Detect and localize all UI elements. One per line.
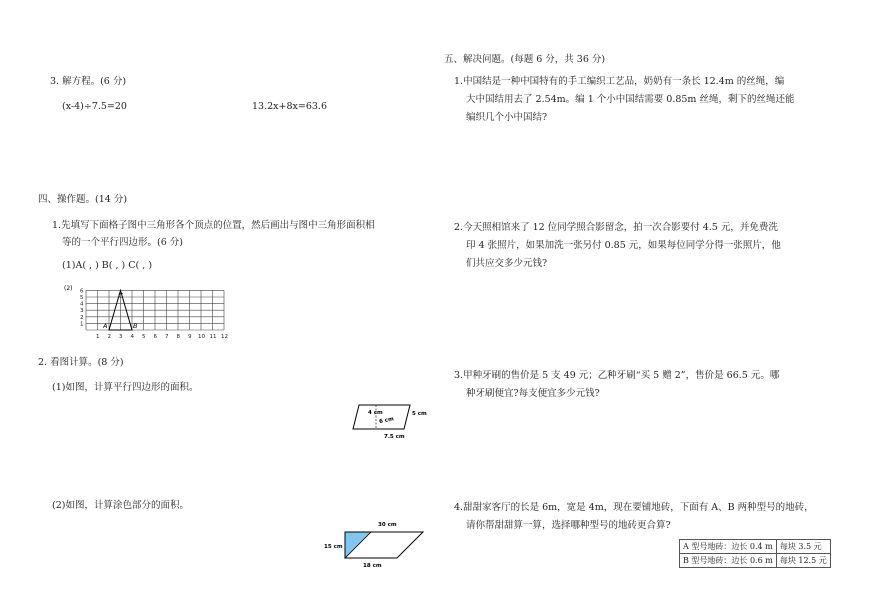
x-tick-label: 6 — [153, 334, 157, 340]
tile-options-table — [679, 539, 831, 568]
solve-q2-line3: 们共应交多少元钱? — [466, 258, 548, 269]
x-tick-label: 8 — [176, 334, 180, 340]
point-label-c: C — [118, 291, 124, 300]
y-tick-label: 5 — [80, 295, 84, 301]
x-tick-label: 7 — [165, 334, 169, 340]
x-tick-label: 1 — [96, 334, 100, 340]
dim-18cm: 18 cm — [363, 563, 382, 569]
op-q2-heading: 2. 看图计算。(8 分) — [38, 357, 124, 368]
solve-q2-line1: 2.今天照相馆来了 12 位同学照合影留念，拍一次合影要付 4.5 元，并免费洗 — [454, 222, 778, 233]
x-tick-label: 2 — [107, 334, 111, 340]
triangle-grid-figure — [60, 283, 240, 345]
table-row — [680, 554, 831, 568]
table-row — [680, 540, 831, 554]
dim-6cm: 6 cm — [378, 416, 395, 426]
y-tick-label: 2 — [80, 314, 84, 321]
q3-heading: 3. 解方程。(6 分) — [50, 76, 127, 87]
solve-q1-line2: 大中国结用去了 2.54m。编 1 个小中国结需要 0.85m 丝绳，剩下的丝绳还能 — [466, 94, 795, 105]
equation-2: 13.2x+8x=63.6 — [252, 101, 327, 112]
op-q2-part2: (2)如图，计算涂色部分的面积。 — [52, 500, 189, 511]
x-tick-label: 12 — [221, 334, 228, 340]
x-tick-label: 10 — [198, 334, 205, 340]
y-tick-label: 3 — [80, 308, 84, 315]
op-q1-line2: 等的一个平行四边形。(6 分) — [62, 237, 183, 248]
vertex-fill-blanks: (1)A( , ) B( , ) C( , ) — [62, 260, 153, 271]
tile-a-price: 每块 3.5 元 — [776, 540, 830, 554]
dim-30cm: 30 cm — [378, 522, 397, 528]
parallelogram-figure — [352, 402, 432, 444]
grid-label: (2) — [64, 285, 73, 292]
solve-q4-line1: 4.甜甜家客厅的长是 6m，宽是 4m，现在要铺地砖，下面有 A、B 两种型号的地砖， — [454, 502, 814, 513]
section4-heading: 四、操作题。(14 分) — [38, 194, 128, 205]
tile-b-price: 每块 12.5 元 — [776, 554, 830, 568]
y-tick-label: 6 — [80, 288, 84, 295]
dim-4cm: 4 cm — [368, 410, 383, 416]
point-label-b: B — [133, 322, 138, 330]
y-tick-label: 4 — [80, 301, 84, 308]
section5-heading: 五、解决问题。(每题 6 分，共 36 分) — [444, 54, 606, 65]
x-tick-label: 5 — [142, 334, 146, 340]
trapezoid-figure — [323, 520, 427, 570]
x-tick-label: 3 — [119, 334, 123, 340]
solve-q1-line3: 编织几个小中国结? — [466, 112, 548, 123]
solve-q3-line1: 3.甲种牙刷的售价是 5 支 49 元；乙种牙刷“买 5 赠 2”，售价是 66.5 元。哪 — [454, 370, 780, 381]
x-tick-label: 9 — [188, 334, 192, 340]
op-q1-line1: 1.先填写下面格子图中三角形各个顶点的位置，然后画出与图中三角形面积相 — [52, 220, 375, 231]
parallelogram-shape — [353, 405, 410, 429]
x-tick-label: 11 — [209, 334, 217, 340]
tile-b-spec: B 型号地砖：边长 0.6 m — [680, 554, 777, 568]
x-tick-label: 4 — [130, 334, 134, 340]
op-q2-part1: (1)如图，计算平行四边形的面积。 — [52, 382, 199, 393]
solve-q1-line1: 1.中国结是一种中国特有的手工编织工艺品，奶奶有一条长 12.4m 的丝绳，编 — [454, 76, 785, 87]
y-tick-label: 1 — [80, 321, 84, 328]
shaded-triangle — [345, 532, 371, 558]
tile-a-spec: A 型号地砖：边长 0.4 m — [680, 540, 777, 554]
solve-q3-line2: 种牙刷便宜?每支便宜多少元钱? — [466, 388, 600, 399]
dim-15cm: 15 cm — [324, 544, 343, 550]
dim-7-5cm: 7.5 cm — [384, 434, 405, 440]
dim-5cm: 5 cm — [412, 411, 427, 417]
equation-1: (x-4)÷7.5=20 — [62, 101, 127, 112]
solve-q2-line2: 印 4 张照片，如果加洗一张另付 0.85 元，如果每位同学分得一张照片，他 — [466, 240, 781, 251]
solve-q4-line2: 请你帮甜甜算一算，选择哪种型号的地砖更合算? — [466, 520, 671, 531]
point-label-a: A — [103, 322, 108, 330]
